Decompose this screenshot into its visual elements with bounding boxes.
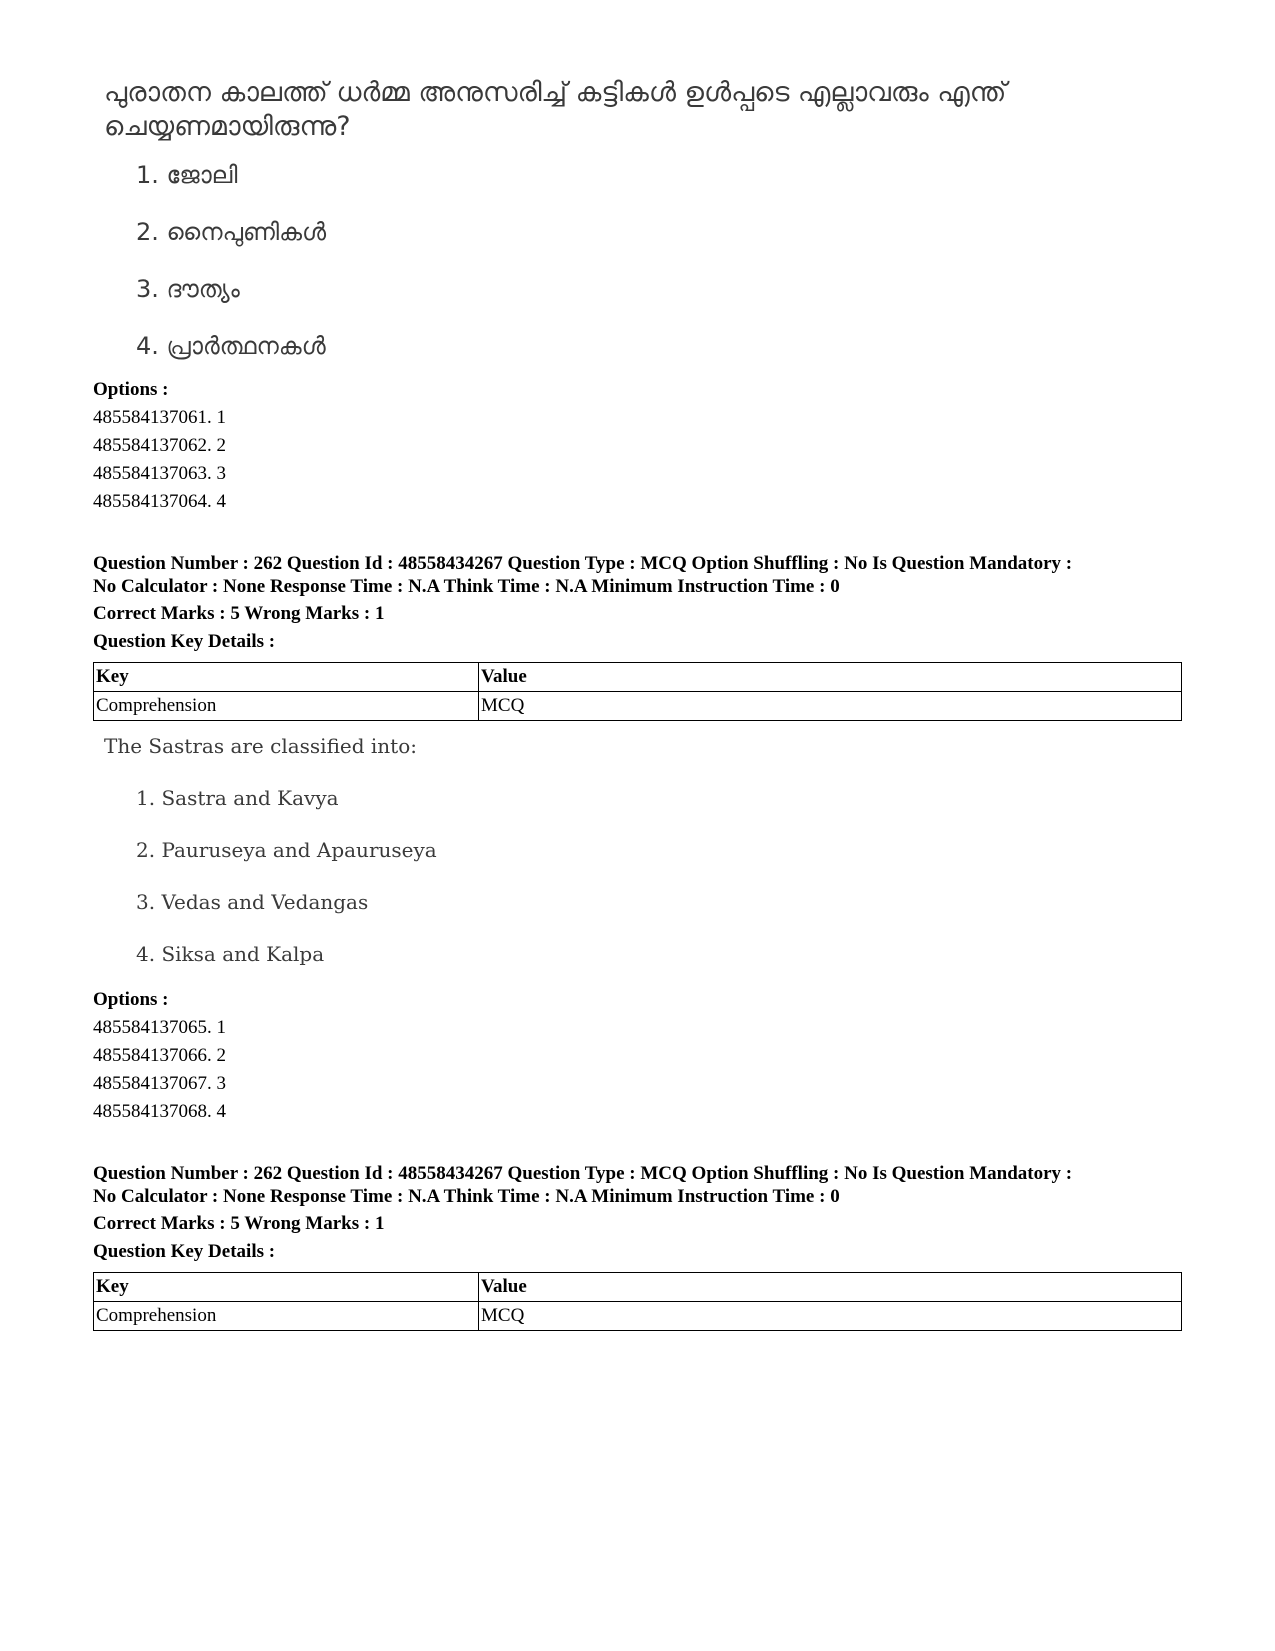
key-details-table xyxy=(93,662,1182,721)
table-header-cell: Value xyxy=(479,1273,1182,1302)
choice-item: 4. പ്രാർത്ഥനകൾ xyxy=(136,332,326,360)
table-header-cell: Key xyxy=(94,663,479,692)
option-id-item: 485584137065. 1 xyxy=(93,1017,226,1038)
key-details-heading: Question Key Details : xyxy=(93,631,276,652)
choice-item: 3. ദൗത്യം xyxy=(136,275,240,303)
option-id-item: 485584137068. 4 xyxy=(93,1101,226,1122)
option-id-item: 485584137062. 2 xyxy=(93,435,226,456)
options-block xyxy=(93,986,1183,1126)
option-id-list xyxy=(93,404,1183,516)
question-meta xyxy=(93,552,1183,721)
choice-item: 3. Vedas and Vedangas xyxy=(136,890,369,914)
option-id-item: 485584137064. 4 xyxy=(93,491,226,512)
table-header-cell: Key xyxy=(94,1273,479,1302)
meta-line-1: Question Number : 262 Question Id : 48558434267 Question Type : MCQ Option Shuffling : No Is Question Mandatory : xyxy=(93,1163,1073,1184)
option-id-list xyxy=(93,1014,1183,1126)
options-heading: Options : xyxy=(93,989,169,1010)
option-id-item: 485584137061. 1 xyxy=(93,407,226,428)
choice-item: 4. Siksa and Kalpa xyxy=(136,942,325,966)
key-details-table xyxy=(93,1272,1182,1331)
table-header-cell: Value xyxy=(479,663,1182,692)
choice-item: 2. നൈപുണികൾ xyxy=(136,218,327,246)
choice-item: 1. Sastra and Kavya xyxy=(136,786,339,810)
question-text: പുരാതന കാലത്ത് ധർമ്മ അനുസരിച്ച് കട്ടികൾ ഉൾപ്പടെ എല്ലാവരും എന്ത് ചെയ്യണമായിരുന്നു? xyxy=(104,77,1007,142)
choice-item: 2. Pauruseya and Apauruseya xyxy=(136,838,437,862)
key-details-heading: Question Key Details : xyxy=(93,1241,276,1262)
marks-line: Correct Marks : 5 Wrong Marks : 1 xyxy=(93,1213,385,1234)
meta-line-2: No Calculator : None Response Time : N.A Think Time : N.A Minimum Instruction Time : 0 xyxy=(93,1186,840,1207)
table-header-row xyxy=(94,663,1182,692)
choice-item: 1. ജോലി xyxy=(136,161,238,189)
question-image-malayalam xyxy=(104,76,1064,386)
question-image-english xyxy=(104,733,437,993)
meta-line-2: No Calculator : None Response Time : N.A Think Time : N.A Minimum Instruction Time : 0 xyxy=(93,576,840,597)
option-id-item: 485584137067. 3 xyxy=(93,1073,226,1094)
option-id-item: 485584137063. 3 xyxy=(93,463,226,484)
table-cell: Comprehension xyxy=(94,692,479,721)
question-choices xyxy=(136,158,1064,386)
question-choices xyxy=(136,785,437,993)
table-cell: MCQ xyxy=(479,1302,1182,1331)
options-heading: Options : xyxy=(93,379,169,400)
options-block xyxy=(93,376,1183,516)
question-text: The Sastras are classified into: xyxy=(104,734,417,758)
table-row xyxy=(94,692,1182,721)
table-cell: MCQ xyxy=(479,692,1182,721)
table-header-row xyxy=(94,1273,1182,1302)
table-row xyxy=(94,1302,1182,1331)
question-meta xyxy=(93,1162,1183,1331)
meta-line-1: Question Number : 262 Question Id : 48558434267 Question Type : MCQ Option Shuffling : No Is Question Mandatory : xyxy=(93,553,1073,574)
marks-line: Correct Marks : 5 Wrong Marks : 1 xyxy=(93,603,385,624)
table-cell: Comprehension xyxy=(94,1302,479,1331)
option-id-item: 485584137066. 2 xyxy=(93,1045,226,1066)
